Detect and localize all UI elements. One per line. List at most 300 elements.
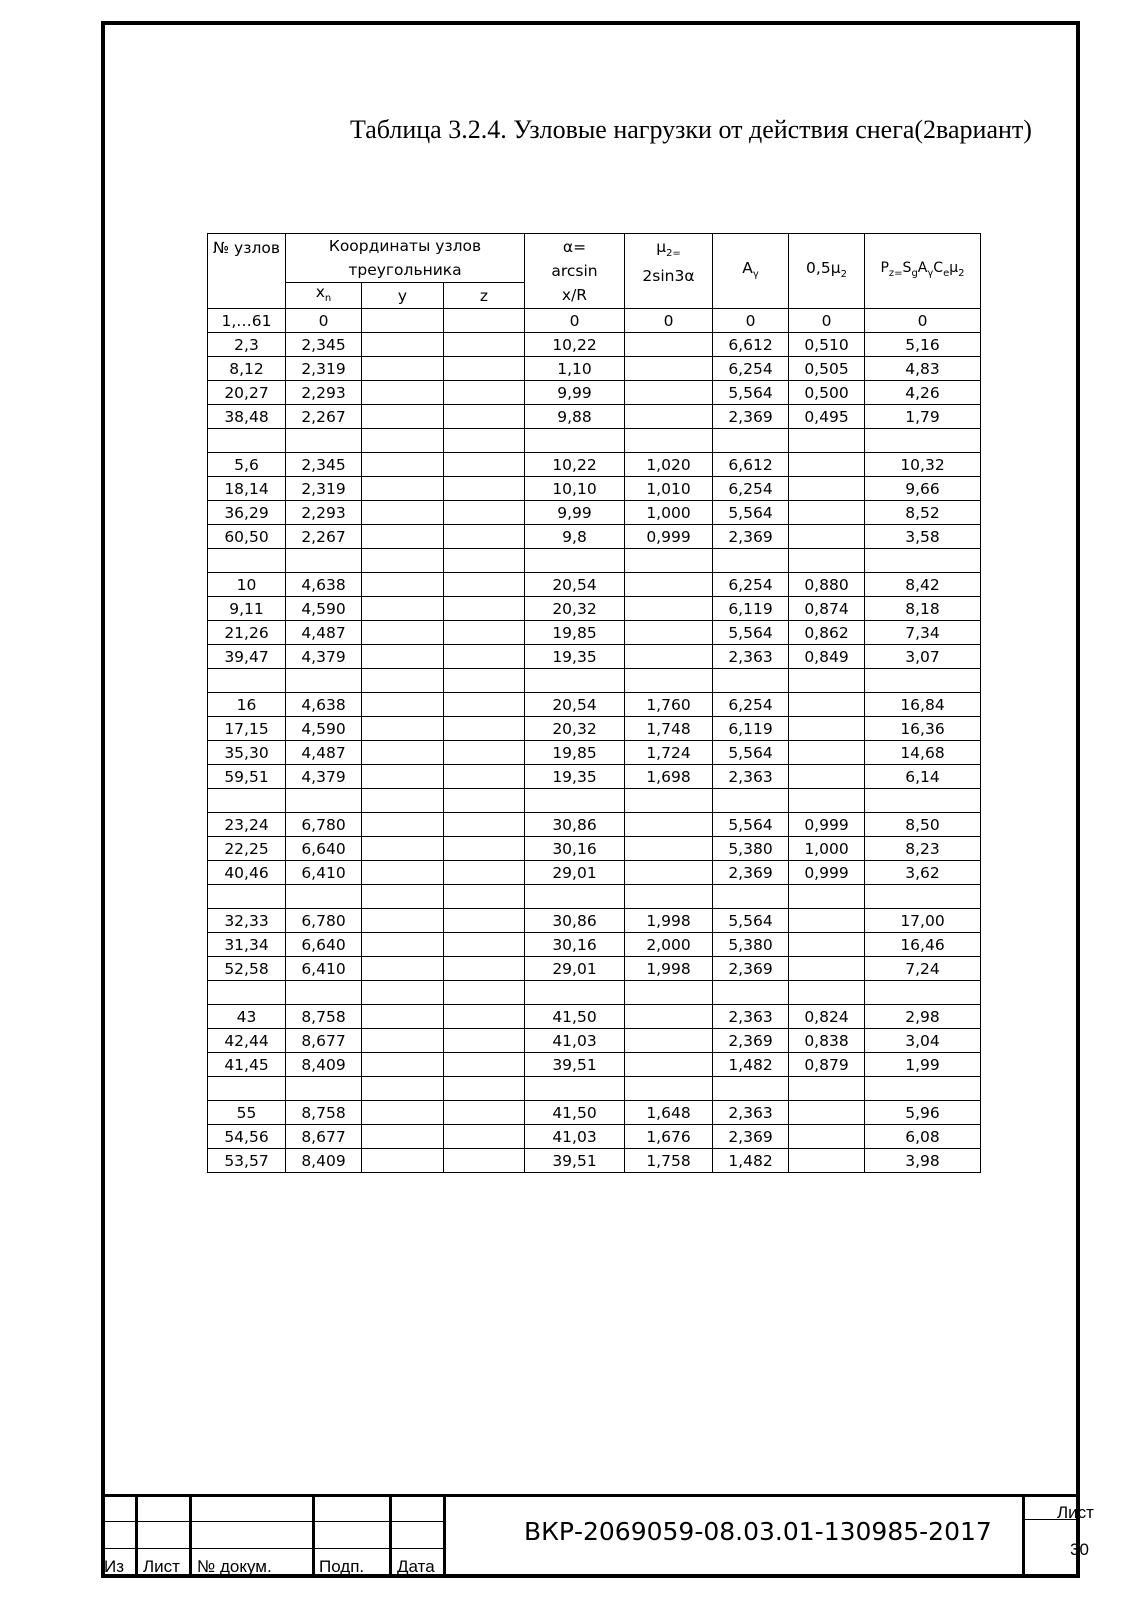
table-row	[208, 693, 981, 717]
table-cell	[444, 693, 525, 717]
header-alpha: α= arcsin x/R	[525, 234, 625, 309]
table-row	[208, 789, 981, 813]
table-cell	[789, 885, 865, 909]
table-cell: 5,564	[713, 741, 789, 765]
table-cell: 6,254	[713, 477, 789, 501]
table-cell: 30,86	[525, 813, 625, 837]
table-cell	[444, 957, 525, 981]
table-cell: 2,345	[286, 453, 362, 477]
table-cell: 2,267	[286, 525, 362, 549]
table-cell	[625, 981, 713, 1005]
table-cell: 5,16	[865, 333, 981, 357]
table-row	[208, 1029, 981, 1053]
table-body	[208, 309, 981, 1173]
table-cell: 1,000	[625, 501, 713, 525]
table-cell: 8,758	[286, 1101, 362, 1125]
table-cell: 4,26	[865, 381, 981, 405]
table-cell	[789, 741, 865, 765]
table-cell	[713, 885, 789, 909]
table-row	[208, 909, 981, 933]
table-cell: 2,363	[713, 1005, 789, 1029]
table-cell: 6,612	[713, 333, 789, 357]
table-cell: 20,54	[525, 573, 625, 597]
table-cell: 2,363	[713, 765, 789, 789]
table-cell: 54,56	[208, 1125, 286, 1149]
table-cell: 6,254	[713, 573, 789, 597]
table-cell	[713, 669, 789, 693]
table-cell: 3,04	[865, 1029, 981, 1053]
table-cell	[789, 693, 865, 717]
table-cell	[713, 981, 789, 1005]
table-cell: 41,03	[525, 1029, 625, 1053]
table-cell	[208, 885, 286, 909]
table-cell: 0,862	[789, 621, 865, 645]
table-cell	[362, 1029, 444, 1053]
table-row	[208, 309, 981, 333]
table-cell: 36,29	[208, 501, 286, 525]
table-cell	[625, 1005, 713, 1029]
table-cell	[362, 597, 444, 621]
header-pz: $P_{z=}S_gA_\gamma C_e\mu_2$	[865, 234, 981, 309]
table-cell	[444, 309, 525, 333]
table-cell	[362, 1125, 444, 1149]
table-cell	[865, 885, 981, 909]
table-cell: 16	[208, 693, 286, 717]
table-cell: 2,369	[713, 405, 789, 429]
table-cell: 8,23	[865, 837, 981, 861]
table-cell: 7,34	[865, 621, 981, 645]
table-cell	[286, 981, 362, 1005]
table-cell: 1,…61	[208, 309, 286, 333]
table-cell	[208, 669, 286, 693]
table-cell: 10,10	[525, 477, 625, 501]
table-cell: 8,677	[286, 1125, 362, 1149]
table-cell: 4,638	[286, 693, 362, 717]
table-row	[208, 717, 981, 741]
table-cell	[286, 1077, 362, 1101]
table-cell	[525, 549, 625, 573]
table-cell: 2,293	[286, 501, 362, 525]
table-cell: 1,724	[625, 741, 713, 765]
table-cell	[444, 933, 525, 957]
table-cell: 2,369	[713, 525, 789, 549]
table-cell	[525, 1077, 625, 1101]
table-cell	[362, 429, 444, 453]
table-cell: 6,08	[865, 1125, 981, 1149]
table-cell	[789, 717, 865, 741]
table-cell	[625, 645, 713, 669]
table-cell	[444, 1125, 525, 1149]
table-cell	[625, 357, 713, 381]
table-cell	[362, 525, 444, 549]
table-cell: 39,51	[525, 1149, 625, 1173]
table-cell: 0	[865, 309, 981, 333]
table-cell: 0,879	[789, 1053, 865, 1077]
table-cell: 0,500	[789, 381, 865, 405]
table-cell	[444, 597, 525, 621]
table-cell: 0	[286, 309, 362, 333]
table-cell	[362, 981, 444, 1005]
header-a-gamma: $A_\gamma$	[713, 234, 789, 309]
table-cell: 0	[625, 309, 713, 333]
table-cell: 6,410	[286, 957, 362, 981]
sheet-number: 30	[1070, 1540, 1089, 1559]
table-cell: 6,14	[865, 765, 981, 789]
table-title: Таблица 3.2.4. Узловые нагрузки от действия снега(2вариант)	[350, 115, 1032, 144]
table-cell: 19,85	[525, 621, 625, 645]
table-cell	[444, 477, 525, 501]
table-cell	[362, 477, 444, 501]
stamp-label-iz: Из	[104, 1557, 125, 1576]
table-cell: 1,676	[625, 1125, 713, 1149]
table-cell: 0,824	[789, 1005, 865, 1029]
table-cell: 20,27	[208, 381, 286, 405]
table-row	[208, 573, 981, 597]
table-cell: 6,612	[713, 453, 789, 477]
table-cell: 3,07	[865, 645, 981, 669]
table-cell: 20,54	[525, 693, 625, 717]
table-row	[208, 741, 981, 765]
table-cell	[208, 789, 286, 813]
table-row	[208, 1101, 981, 1125]
table-cell: 6,640	[286, 837, 362, 861]
table-cell	[625, 333, 713, 357]
table-cell: 22,25	[208, 837, 286, 861]
table-cell	[625, 885, 713, 909]
table-cell	[444, 453, 525, 477]
header-half-mu2: $0,5\mu_2$	[789, 234, 865, 309]
table-cell: 2,369	[713, 1029, 789, 1053]
table-cell	[444, 861, 525, 885]
table-cell: 8,42	[865, 573, 981, 597]
table-cell: 6,410	[286, 861, 362, 885]
table-cell: 10,32	[865, 453, 981, 477]
table-cell	[444, 885, 525, 909]
table-cell	[713, 789, 789, 813]
table-cell: 7,24	[865, 957, 981, 981]
table-cell	[208, 429, 286, 453]
header-nodes: № узлов	[208, 234, 286, 309]
table-row	[208, 861, 981, 885]
table-cell	[625, 429, 713, 453]
table-cell: 21,26	[208, 621, 286, 645]
table-cell: 0,880	[789, 573, 865, 597]
table-cell: 0,510	[789, 333, 865, 357]
table-cell	[789, 981, 865, 1005]
table-cell	[789, 477, 865, 501]
table-cell: 8,677	[286, 1029, 362, 1053]
table-row	[208, 501, 981, 525]
table-cell	[789, 933, 865, 957]
table-cell	[789, 1149, 865, 1173]
table-cell: 0,505	[789, 357, 865, 381]
table-cell: 9,99	[525, 501, 625, 525]
table-cell: 4,590	[286, 597, 362, 621]
table-cell	[286, 885, 362, 909]
table-cell: 6,119	[713, 597, 789, 621]
table-cell	[789, 549, 865, 573]
table-cell	[625, 837, 713, 861]
table-row	[208, 525, 981, 549]
table-cell	[789, 453, 865, 477]
table-cell: 2,98	[865, 1005, 981, 1029]
table-cell	[362, 573, 444, 597]
table-cell	[362, 1149, 444, 1173]
table-cell: 3,98	[865, 1149, 981, 1173]
table-cell: 0	[525, 309, 625, 333]
table-cell: 30,16	[525, 837, 625, 861]
table-cell: 2,3	[208, 333, 286, 357]
table-cell: 6,254	[713, 693, 789, 717]
table-cell: 2,369	[713, 957, 789, 981]
table-cell: 1,760	[625, 693, 713, 717]
table-cell: 52,58	[208, 957, 286, 981]
table-cell: 5,564	[713, 621, 789, 645]
table-cell: 41,50	[525, 1005, 625, 1029]
table-cell: 30,86	[525, 909, 625, 933]
table-cell	[286, 789, 362, 813]
table-cell: 9,88	[525, 405, 625, 429]
table-cell	[362, 885, 444, 909]
table-cell: 1,000	[789, 837, 865, 861]
table-cell: 5,564	[713, 501, 789, 525]
table-cell: 19,35	[525, 645, 625, 669]
table-cell	[362, 717, 444, 741]
header-xn: $x_n$	[286, 283, 362, 309]
table-cell: 17,00	[865, 909, 981, 933]
table-cell: 2,363	[713, 1101, 789, 1125]
table-row	[208, 1125, 981, 1149]
table-cell	[444, 525, 525, 549]
table-row	[208, 381, 981, 405]
table-cell	[444, 573, 525, 597]
table-cell	[789, 501, 865, 525]
table-cell	[525, 669, 625, 693]
table-cell	[444, 837, 525, 861]
table-cell	[789, 1101, 865, 1125]
table-cell	[525, 981, 625, 1005]
snow-load-table	[207, 233, 981, 1173]
table-cell	[865, 429, 981, 453]
table-cell	[865, 981, 981, 1005]
table-cell: 8,52	[865, 501, 981, 525]
table-row	[208, 621, 981, 645]
table-cell: 42,44	[208, 1029, 286, 1053]
table-cell	[362, 501, 444, 525]
table-cell	[362, 453, 444, 477]
table-cell: 1,99	[865, 1053, 981, 1077]
table-cell	[444, 333, 525, 357]
table-cell: 1,998	[625, 957, 713, 981]
table-cell	[362, 1077, 444, 1101]
table-cell: 0	[789, 309, 865, 333]
table-cell	[362, 357, 444, 381]
table-row	[208, 1077, 981, 1101]
table-cell	[444, 717, 525, 741]
table-cell: 9,8	[525, 525, 625, 549]
table-cell	[444, 741, 525, 765]
table-cell	[625, 405, 713, 429]
table-cell: 41,03	[525, 1125, 625, 1149]
table-cell	[625, 573, 713, 597]
table-cell: 1,79	[865, 405, 981, 429]
table-cell: 6,254	[713, 357, 789, 381]
table-cell	[625, 861, 713, 885]
table-cell	[865, 789, 981, 813]
table-cell	[444, 1077, 525, 1101]
table-cell: 9,11	[208, 597, 286, 621]
table-cell: 5,380	[713, 933, 789, 957]
table-cell	[362, 309, 444, 333]
table-cell	[789, 429, 865, 453]
table-cell: 10,22	[525, 453, 625, 477]
table-cell	[525, 429, 625, 453]
table-cell	[362, 813, 444, 837]
table-cell: 2,293	[286, 381, 362, 405]
table-cell	[444, 501, 525, 525]
table-cell: 17,15	[208, 717, 286, 741]
table-row	[208, 1005, 981, 1029]
table-cell: 30,16	[525, 933, 625, 957]
table-cell: 9,99	[525, 381, 625, 405]
table-row	[208, 1149, 981, 1173]
table-cell: 5,96	[865, 1101, 981, 1125]
table-cell: 1,010	[625, 477, 713, 501]
table-cell: 0,495	[789, 405, 865, 429]
table-cell: 6,780	[286, 909, 362, 933]
table-cell: 4,83	[865, 357, 981, 381]
table-cell	[362, 669, 444, 693]
table-cell: 10	[208, 573, 286, 597]
table-cell	[362, 1005, 444, 1029]
table-cell	[713, 1077, 789, 1101]
table-cell: 5,564	[713, 381, 789, 405]
table-cell: 1,698	[625, 765, 713, 789]
table-cell: 6,780	[286, 813, 362, 837]
table-cell	[789, 789, 865, 813]
table-cell: 8,50	[865, 813, 981, 837]
table-row	[208, 885, 981, 909]
table-cell: 14,68	[865, 741, 981, 765]
table-cell: 4,638	[286, 573, 362, 597]
table-row	[208, 765, 981, 789]
table-cell	[362, 1053, 444, 1077]
table-cell: 16,36	[865, 717, 981, 741]
table-cell: 1,998	[625, 909, 713, 933]
table-cell: 40,46	[208, 861, 286, 885]
table-cell	[444, 405, 525, 429]
table-row	[208, 453, 981, 477]
table-cell: 20,32	[525, 597, 625, 621]
table-cell: 16,46	[865, 933, 981, 957]
table-cell	[625, 1029, 713, 1053]
table-cell: 0,999	[789, 861, 865, 885]
stamp-label-sign: Подп.	[319, 1557, 365, 1576]
table-row	[208, 837, 981, 861]
stamp-label-doc: № докум.	[197, 1557, 272, 1576]
table-cell	[362, 789, 444, 813]
table-cell	[208, 549, 286, 573]
table-cell: 5,564	[713, 909, 789, 933]
table-cell: 59,51	[208, 765, 286, 789]
table-row	[208, 813, 981, 837]
table-cell: 4,590	[286, 717, 362, 741]
table-cell	[362, 381, 444, 405]
table-cell: 8,18	[865, 597, 981, 621]
table-row	[208, 597, 981, 621]
table-cell	[625, 381, 713, 405]
table-row	[208, 549, 981, 573]
table-cell: 1,10	[525, 357, 625, 381]
table-cell: 1,482	[713, 1149, 789, 1173]
table-cell	[444, 1029, 525, 1053]
table-cell: 20,32	[525, 717, 625, 741]
table-cell	[362, 333, 444, 357]
table-row	[208, 1053, 981, 1077]
table-cell: 4,487	[286, 621, 362, 645]
table-cell	[362, 837, 444, 861]
table-row	[208, 333, 981, 357]
table-cell	[444, 549, 525, 573]
table-cell	[362, 933, 444, 957]
table-cell: 9,66	[865, 477, 981, 501]
table-cell	[444, 669, 525, 693]
table-row	[208, 957, 981, 981]
table-cell	[444, 1053, 525, 1077]
table-cell	[444, 765, 525, 789]
table-row	[208, 357, 981, 381]
table-cell	[362, 861, 444, 885]
table-cell	[625, 1077, 713, 1101]
table-cell: 1,748	[625, 717, 713, 741]
table-cell: 8,409	[286, 1053, 362, 1077]
table-row	[208, 645, 981, 669]
table-cell: 29,01	[525, 957, 625, 981]
table-cell	[789, 909, 865, 933]
table-cell: 4,487	[286, 741, 362, 765]
table-cell: 18,14	[208, 477, 286, 501]
table-cell: 2,345	[286, 333, 362, 357]
table-cell	[865, 549, 981, 573]
table-cell: 0,849	[789, 645, 865, 669]
table-cell: 1,758	[625, 1149, 713, 1173]
table-row	[208, 429, 981, 453]
table-cell: 3,62	[865, 861, 981, 885]
table-cell	[625, 669, 713, 693]
table-cell: 2,319	[286, 357, 362, 381]
table-row	[208, 405, 981, 429]
table-cell	[625, 549, 713, 573]
table-cell: 2,369	[713, 861, 789, 885]
table-cell: 6,640	[286, 933, 362, 957]
table-cell	[362, 1101, 444, 1125]
table-cell: 5,564	[713, 813, 789, 837]
table-cell: 60,50	[208, 525, 286, 549]
table-cell	[625, 621, 713, 645]
table-cell: 16,84	[865, 693, 981, 717]
document-code: ВКР-2069059-08.03.01-130985-2017	[524, 1517, 992, 1546]
table-cell: 5,380	[713, 837, 789, 861]
table-cell	[789, 765, 865, 789]
header-y: y	[362, 283, 444, 309]
table-cell	[444, 1005, 525, 1029]
table-cell: 4,379	[286, 765, 362, 789]
table-cell: 35,30	[208, 741, 286, 765]
table-cell	[865, 669, 981, 693]
table-cell	[286, 429, 362, 453]
table-cell: 43	[208, 1005, 286, 1029]
stamp-label-list: Лист	[143, 1557, 180, 1576]
